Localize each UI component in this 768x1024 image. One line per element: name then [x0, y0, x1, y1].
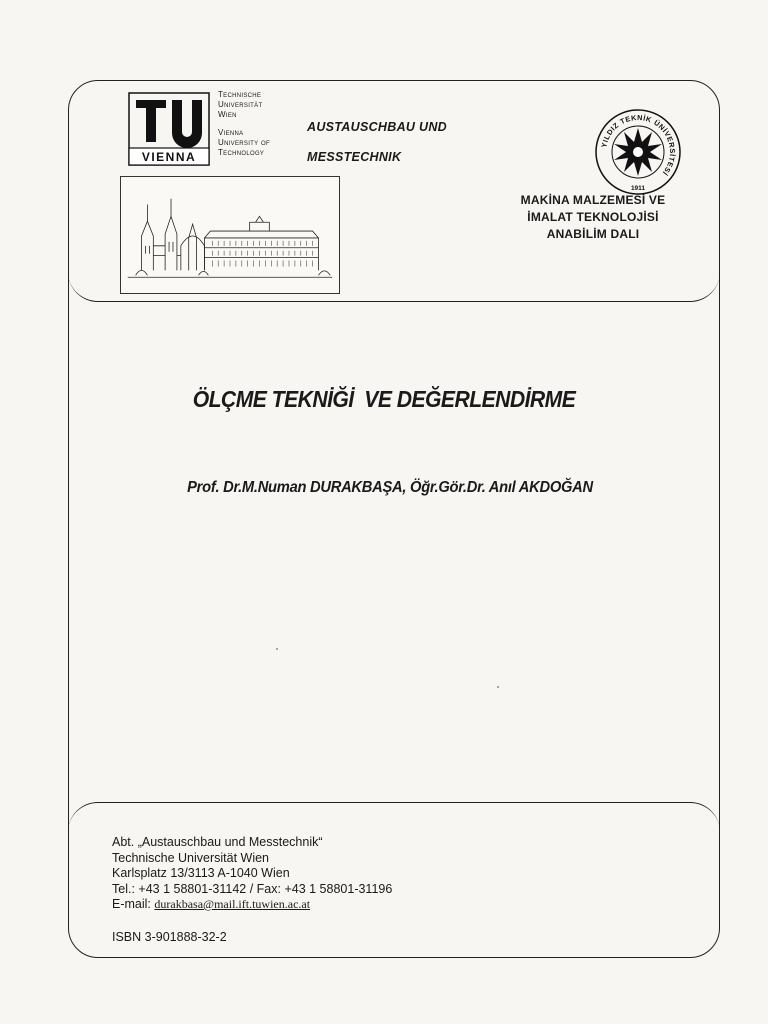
isbn: ISBN 3-901888-32-2: [112, 930, 227, 944]
faculty-line-3: ANABİLİM DALI: [546, 227, 640, 241]
tu-line-en-2: University of: [218, 138, 270, 147]
email-line: [112, 897, 392, 913]
address-line-3: Karlsplatz 13/3113 A-1040 Wien: [112, 866, 290, 880]
scan-speck: [497, 686, 499, 688]
tu-line-de-2: Universität: [218, 100, 263, 109]
university-building-illustration: [120, 176, 340, 294]
department-line-1: AUSTAUSCHBAU UND: [307, 120, 447, 134]
tu-line-de-1: Technische: [218, 90, 262, 99]
tu-line-en-1: Vienna: [218, 128, 244, 137]
department-line-2: MESSTECHNIK: [307, 150, 402, 164]
address-line-1: Abt. „Austauschbau und Messtechnik“: [112, 835, 323, 849]
email-label: E-mail:: [112, 897, 151, 911]
tu-vienna-logo: [128, 92, 210, 166]
document-authors: Prof. Dr.M.Numan DURAKBAŞA, Öğr.Gör.Dr. Anıl AKDOĞAN: [187, 479, 593, 496]
document-title: ÖLÇME TEKNİĞİ VE DEĞERLENDİRME: [192, 386, 576, 412]
ytu-seal-year: 1911: [630, 185, 646, 192]
faculty-line-1: MAKİNA MALZEMESİ VE: [520, 193, 666, 207]
address-block: [112, 835, 392, 913]
faculty-block: [498, 192, 688, 243]
tu-line-de-3: Wien: [218, 110, 237, 119]
faculty-line-2: İMALAT TEKNOLOJİSİ: [527, 210, 659, 224]
tu-logo-city: VIENNA: [141, 150, 197, 164]
email-link[interactable]: durakbasa@mail.ift.tuwien.ac.at: [154, 897, 311, 911]
ytu-seal-logo: [594, 108, 682, 196]
scan-speck: [276, 648, 278, 650]
address-line-2: Technische Universität Wien: [112, 850, 270, 865]
tu-name-block: [218, 90, 270, 158]
ytu-seal-ring-text: YILDIZ TEKNİK ÜNİVERSİTESİ: [599, 112, 678, 178]
tu-line-en-3: Technology: [218, 148, 265, 157]
address-line-4: Tel.: +43 1 58801-31142 / Fax: +43 1 58801-31196: [112, 881, 393, 896]
